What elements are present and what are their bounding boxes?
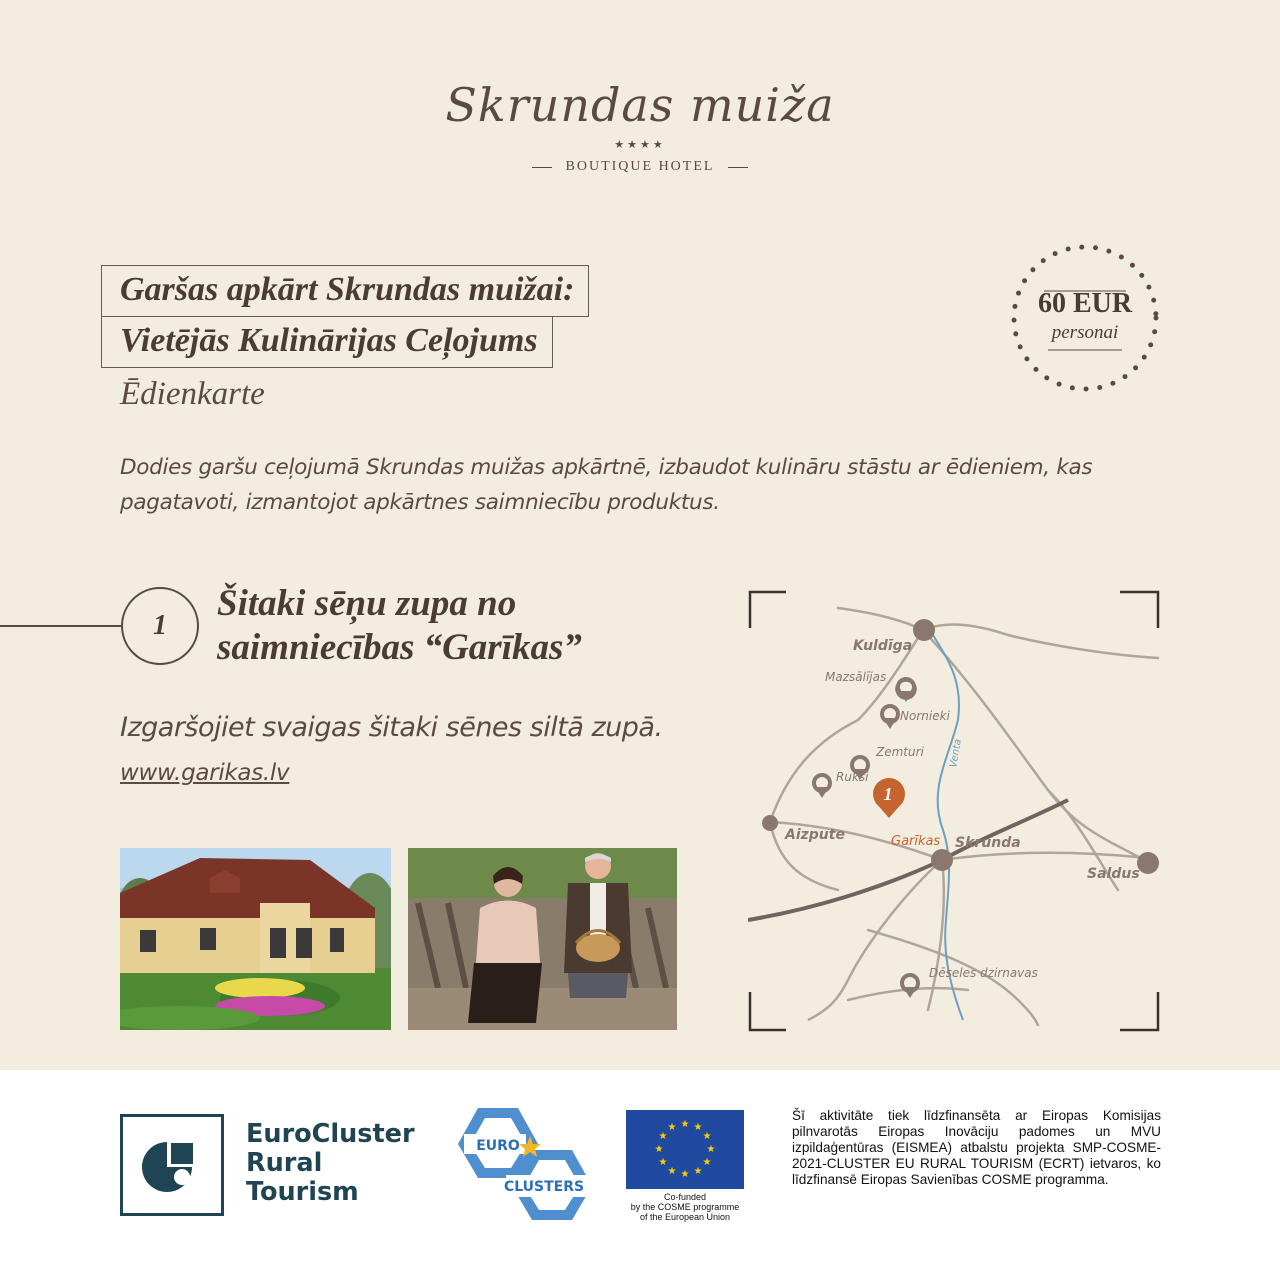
svg-text:★: ★ [667, 1166, 677, 1177]
map-label-garikas: Garīkas [891, 834, 941, 849]
hotel-logo [0, 78, 1280, 175]
svg-text:★: ★ [693, 1122, 703, 1133]
funding-disclaimer: Šī aktivitāte tiek līdzfinansēta ar Eiropas Komisijas pilnvarotās Eiropas Inovāciju padomes un MVU izpildaģentūras (EISMEA) atbalstu projekta SMP-COSME-2021-CLUSTER EU RURAL TOURISM (ECRT) ietvaros, ko līdzfinansē Eiropas Savienības COSME programma. [792, 1108, 1161, 1187]
price-amount: 60 EUR [1037, 288, 1133, 319]
euroclusters-logo [458, 1106, 600, 1224]
eurocluster-wordmark [246, 1120, 415, 1207]
menu-subtitle: Ēdienkarte [120, 376, 265, 412]
eurocluster-line-2: Rural [246, 1148, 323, 1178]
eu-flag [626, 1110, 744, 1189]
svg-text:★: ★ [658, 1157, 668, 1168]
svg-text:★: ★ [658, 1131, 668, 1142]
dish-number: 1 [121, 587, 199, 665]
svg-text:★: ★ [702, 1157, 712, 1168]
euroclusters-bottom-text: CLUSTERS [503, 1179, 585, 1195]
intro-text: Dodies garšu ceļojumā Skrundas muižas apkārtnē, izbaudot kulināru stāstu ar ēdieniem, kas pagatavoti, izmantojot apkārtnes saimniecību produktus. [120, 455, 1093, 515]
map-label-skrunda: Skrunda [955, 835, 1021, 851]
map-pin-number: 1 [883, 784, 893, 804]
eu-stars-icon [626, 1110, 744, 1189]
divider [728, 167, 748, 168]
title-line-1: Garšas apkārt Skrundas muižai: [101, 265, 589, 317]
dish-title [217, 582, 737, 670]
dish-title-line-1: Šitaki sēņu zupa no [217, 583, 517, 624]
svg-text:★: ★ [654, 1144, 664, 1155]
eu-caption-line-2: by the COSME programme [630, 1202, 740, 1212]
map-label-aizpute: Aizpute [785, 827, 845, 843]
manor-photo [120, 848, 391, 1030]
map-label-saldus: Saldus [1087, 866, 1140, 882]
logo-subtitle-text: BOUTIQUE HOTEL [565, 159, 715, 174]
logo-stars: ★★★★ [614, 138, 666, 151]
farmers-photo [408, 848, 677, 1030]
map-label-river: Venta [948, 738, 964, 769]
svg-text:★: ★ [702, 1131, 712, 1142]
svg-text:★: ★ [680, 1119, 690, 1130]
eu-caption-line-1: Co-funded [663, 1192, 707, 1202]
eurocluster-logo [120, 1114, 224, 1216]
eurocluster-line-1: EuroCluster [246, 1119, 415, 1149]
map-svg [748, 590, 1160, 1032]
region-map [748, 590, 1160, 1032]
svg-text:★: ★ [693, 1166, 703, 1177]
dish-description: Izgaršojiet svaigas šitaki sēnes siltā zupā. [120, 712, 663, 743]
dish-title-line-2: saimniecības “Garīkas” [217, 627, 582, 668]
title-line-2: Vietējās Kulinārijas Ceļojums [101, 316, 553, 368]
price-badge [1010, 243, 1160, 393]
svg-text:★: ★ [667, 1122, 677, 1133]
euroclusters-top-text: EURO [476, 1138, 520, 1154]
logo-name: Skrundas muiža [445, 78, 835, 132]
footer [0, 1070, 1280, 1280]
logo-subtitle [0, 159, 1280, 175]
map-label-mazsalijas: Mazsālījas [825, 670, 887, 684]
eurocluster-line-3: Tourism [246, 1177, 359, 1207]
map-label-nornieki: Nornieki [900, 709, 950, 723]
map-label-zemturi: Zemturi [876, 745, 924, 759]
svg-text:★: ★ [680, 1169, 690, 1180]
eu-caption-line-3: of the European Union [639, 1212, 731, 1222]
price-unit: personai [1051, 322, 1119, 343]
eu-caption [610, 1192, 760, 1222]
eurocluster-icon [123, 1117, 221, 1213]
dish-link[interactable]: www.garikas.lv [120, 760, 290, 786]
divider [532, 167, 552, 168]
dish-rule [0, 625, 121, 627]
map-label-kuldiga: Kuldīga [853, 638, 913, 654]
map-label-ruksi: Ruksi [836, 770, 869, 784]
svg-text:★: ★ [706, 1144, 716, 1155]
map-label-deseles: Dēseles dzirnavas [929, 966, 1038, 980]
